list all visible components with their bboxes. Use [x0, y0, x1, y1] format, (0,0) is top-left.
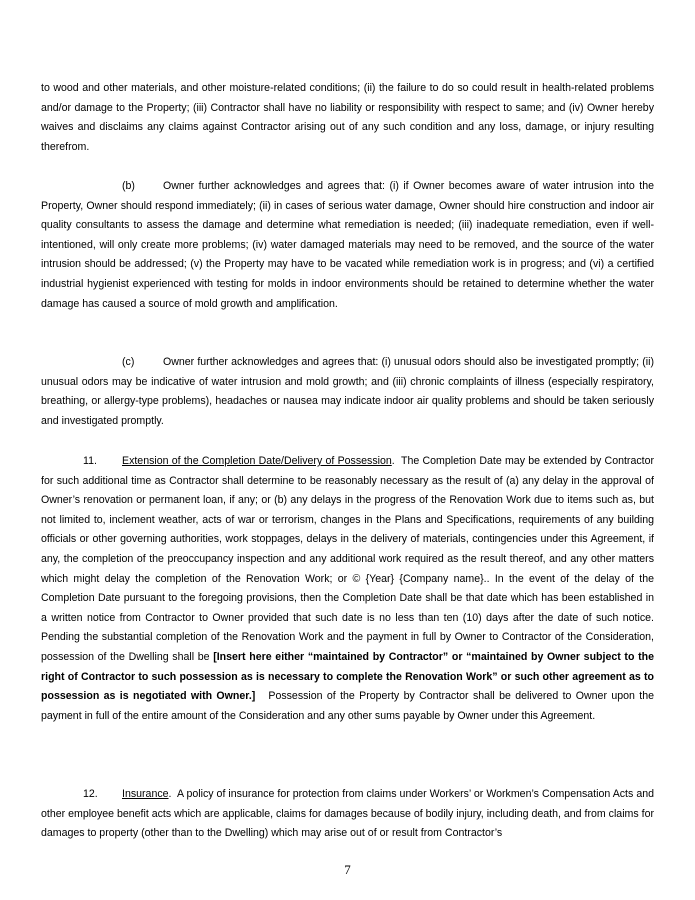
subsection-c-paragraph — [41, 353, 654, 431]
section-11-heading: Extension of the Completion Date/Delivery of Possession — [122, 455, 392, 467]
section-11-bold-insert: [Insert here either “maintained by Contractor” or “maintained by Owner subject to the right of Contractor to such possession as is necessary to complete the Renovation Work” or such other agreement as to possession as is negotiated with Owner.] — [41, 650, 654, 703]
page-number: 7 — [344, 862, 351, 877]
section-11-text-1: The Completion Date may be extended by Contractor for such additional time as Contractor shall determine to be reasonably necessary as the result of (a) any delay in the approval of Owner’s renovation or permanent loan, if any; or (b) any delays in the progress of the Renovation Work due to items such as, but not limited to, inclement weather, acts of war or terrorism, changes in the Plans and Specifications, requirements of any building officials or other governing authorities, work stoppages, delays in the delivery of materials, contingencies under this Agreement, if any, the completion of the preoccupancy inspection and any additional work required as the result thereof, and any other matters which might delay the completion of the Renovation Work; or © {Year} {Company name}.. In the event of the delay of the Completion Date pursuant to the foregoing provisions, then the Completion Date shall be that date which has been established in a written notice from Contractor to Owner provided that such date is no less than ten (10) days after the date of such notice. Pending the substantial completion of the Renovation Work and the payment in full by Owner to Contractor of the Consideration, possession of the Dwelling shall be — [41, 455, 654, 663]
section-11-text-2: Possession of the Property by Contractor shall be delivered to Owner upon the payment in full of the entire amount of the Consideration and any other sums payable by Owner under this Agreement. — [41, 690, 654, 722]
section-11-heading-period: . — [391, 455, 395, 467]
subsection-c-text: Owner further acknowledges and agrees that: (i) unusual odors should also be investigated promptly; (ii) unusual odors may be indicative of water intrusion and mold growth; and (iii) chronic complaints of illness (especially respiratory, breathing, or allergy-type problems), headaches or nausea may indicate indoor air quality problems and should be taken seriously and investigated promptly. — [41, 356, 654, 427]
section-12-paragraph — [41, 785, 654, 844]
section-12-number: 12. — [83, 788, 98, 800]
section-12-text: A policy of insurance for protection from claims under Workers’ or Workmen’s Compensation Acts and other employee benefit acts which are applicable, claims for damages because of bodily injury, including death, and from claims for damages to property (other than to the Dwelling) which may arise out of or result from Contractor’s — [41, 788, 654, 840]
section-12-heading-period: . — [168, 788, 172, 800]
section-11-number: 11. — [83, 455, 97, 467]
subsection-b-label: (b) — [122, 180, 135, 192]
section-12-heading: Insurance — [122, 788, 169, 800]
subsection-c-label: (c) — [122, 356, 135, 368]
section-11-paragraph — [41, 452, 654, 726]
continuation-paragraph: to wood and other materials, and other moisture-related conditions; (ii) the failure to do so could result in health-related problems and/or damage to the Property; (iii) Contractor shall have no liability or responsibility with respect to same; and (iv) Owner hereby waives and disclaims any claims against Contractor arising out of any such condition and any loss, damage, or injury resulting therefrom. — [41, 82, 654, 153]
subsection-b-text: Owner further acknowledges and agrees that: (i) if Owner becomes aware of water intrusion into the Property, Owner should respond immediately; (ii) in cases of serious water damage, Owner should hire construction and indoor air quality consultants to assess the damage and determine what remediation is needed; (iii) inadequate remediation, even if well-intentioned, will only create more problems; (iv) water damaged materials may need to be removed, and the source of the water intrusion should be addressed; (v) the Property may have to be vacated while remediation work is in progress; and (vi) a certified industrial hygienist experienced with testing for molds in indoor environments should be retained to determine whether the water damage has caused a source of mold growth and amplification. — [41, 180, 654, 310]
subsection-b-paragraph — [41, 177, 654, 314]
